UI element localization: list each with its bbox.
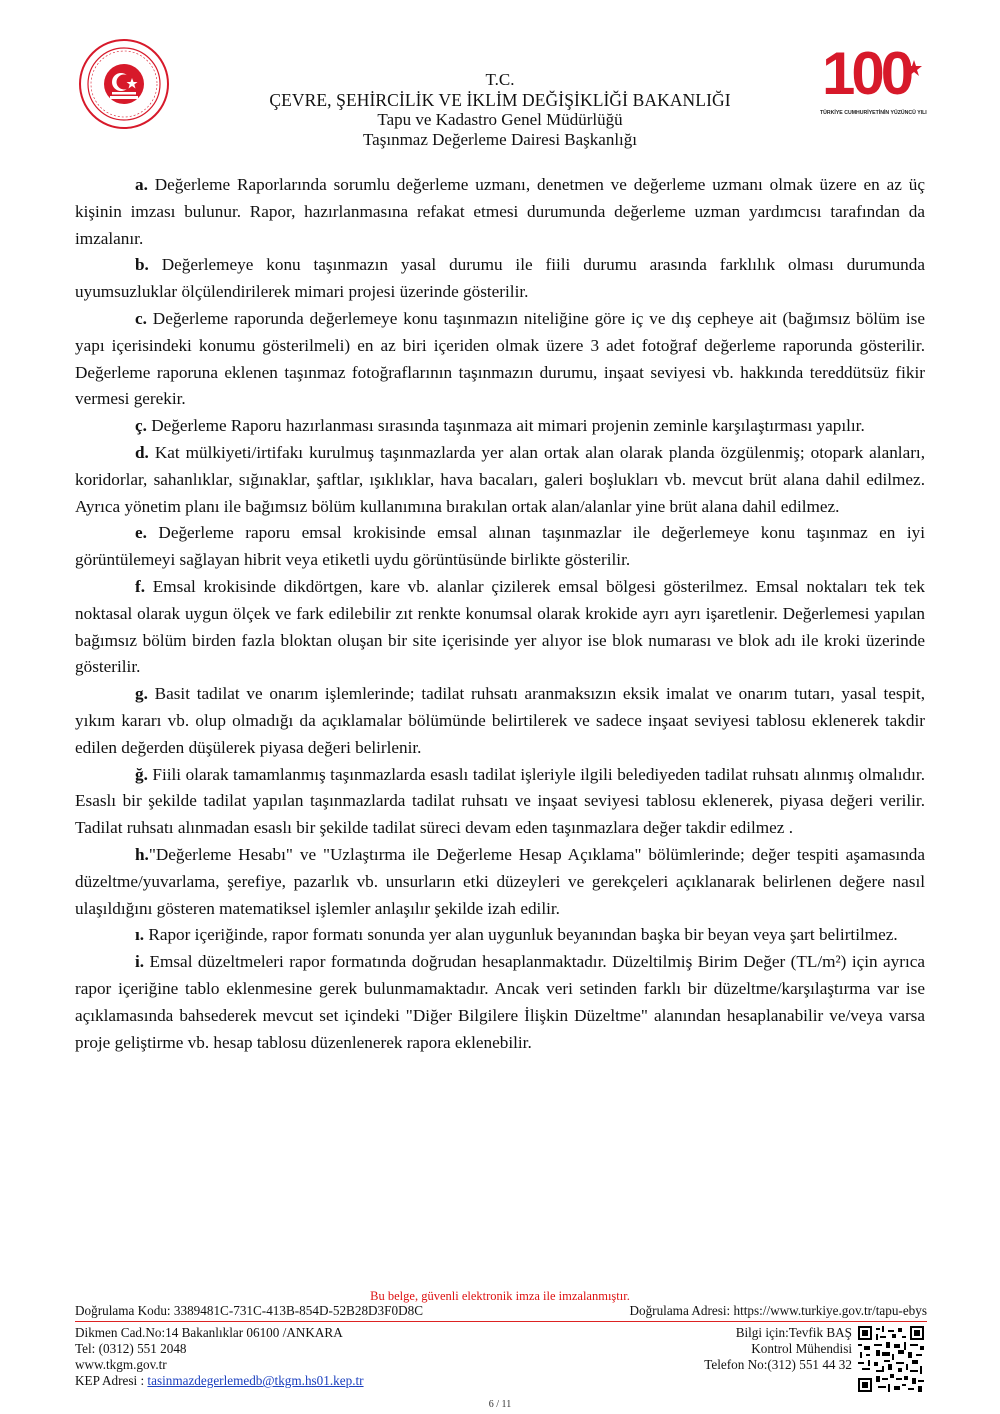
item-marker: i. — [135, 952, 145, 972]
paragraph-text: Emsal krokisinde dikdörtgen, kare vb. alanlar çizilerek emsal bölgesi gösterilmez. Emsal noktaları tek tek noktasal olarak uygun ölçek ve fark edilebilir zıt renkte konumsal olarak krokide ayrı ayrı işaretlenir. Değerlemesi yapılan bağımsız bölüm birden fazla bloktan oluşan bir site içerisinde yer alıyor ise blok numarası ve blok adı ile kroki üzerinde gösterilir. — [75, 576, 925, 677]
centennial-caption: TÜRKİYE CUMHURİYETİNİN YÜZÜNCÜ YILI — [820, 110, 927, 116]
item-marker: h. — [135, 844, 149, 864]
footer-contact — [704, 1325, 852, 1373]
qr-code-icon — [858, 1326, 924, 1392]
item-marker: g. — [135, 684, 148, 704]
header-directorate: Tapu ve Kadastro Genel Müdürlüğü — [377, 110, 623, 129]
kep-label: KEP Adresi : — [75, 1373, 148, 1388]
paragraph-f — [75, 574, 925, 681]
paragraph-text: Değerleme raporunda değerlemeye konu taşınmazın niteliğine göre iç ve dış cepheye ait (bağımsız bölüm ise yapı içerisindeki konumu gösterilmeli) en az biri içeriden olmak üzere 3 adet fotoğraf değerleme raporunda gösterilir. Değerleme raporuna eklenen taşınmaz fotoğraflarının taşınmazın durumu, inşaat seviyesi vb. hakkında tereddütsüz fikir vermesi gerekir. — [75, 308, 925, 409]
paragraph-text: "Değerleme Hesabı" ve "Uzlaştırma ile Değerleme Hesap Açıklama" bölümlerinde; değer tespiti aşamasında düzeltme/yuvarlama, şerefiye, pazarlık vb. unsurların etki düzeyleri ve gerekçeleri açıklanarak belirlenen değere nasıl ulaşıldığını gösteren matematiksel işlemler anlaşılır şekilde izah edilir. — [75, 844, 925, 918]
item-marker: c. — [135, 308, 147, 328]
header-ministry: ÇEVRE, ŞEHİRCİLİK VE İKLİM DEĞİŞİKLİĞİ BAKANLIĞI — [269, 90, 731, 110]
footer-address — [75, 1325, 364, 1389]
paragraph-c — [75, 306, 925, 413]
paragraph-g-breve — [75, 762, 925, 842]
item-marker: ç. — [135, 416, 147, 436]
paragraph-e — [75, 520, 925, 574]
paragraph-text: Değerleme Raporu hazırlanması sırasında taşınmaza ait mimari projenin zeminle karşılaştırması yapılır. — [146, 416, 865, 436]
paragraph-text: Basit tadilat ve onarım işlemlerinde; tadilat ruhsatı aranmaksızın eksik imalat ve onarım tutarı, yasal tespit, yıkım kararı vb. olup olmadığı da açıklamalar bölümünde belirtilerek ve sadece inşaat seviyesi tablosu eklenerek takdir edilen değerden düşülerek piyasa değeri belirlenir. — [75, 684, 925, 757]
paragraph-b — [75, 252, 925, 306]
verification-code: Doğrulama Kodu: 3389481C-731C-413B-854D-52B28D3F0D8C — [75, 1303, 423, 1318]
kep-line — [75, 1373, 364, 1389]
item-marker: e. — [135, 523, 147, 543]
paragraph-text: Rapor içeriğinde, rapor formatı sonunda yer alan uygunluk beyanından başka bir beyan veya şart belirtilmez. — [144, 925, 898, 945]
paragraph-i — [75, 949, 925, 1056]
item-marker: ı. — [135, 925, 145, 945]
item-marker: b. — [135, 255, 149, 275]
centennial-logo — [818, 40, 928, 120]
paragraph-text: Değerlemeye konu taşınmazın yasal durumu ile fiili durumu arasında farklılık olması durumunda uyumsuzluklar ölçülendirilerek mimari projesi üzerinde gösterilir. — [75, 255, 925, 302]
document-body — [75, 172, 925, 1056]
contact-title: Kontrol Mühendisi — [751, 1341, 852, 1356]
document-header — [200, 70, 800, 150]
header-tc: T.C. — [485, 70, 515, 89]
kep-email-link[interactable]: tasinmazdegerlemedb@tkgm.hs01.kep.tr — [147, 1373, 364, 1388]
paragraph-c-cedilla — [75, 413, 925, 440]
paragraph-text: Fiili olarak tamamlanmış taşınmazlarda esaslı tadilat işleriyle ilgili belediyeden tadilat ruhsatı alınmış olmalıdır. Esaslı bir şekilde tadilat yapılan taşınmazlarda tadilat ruhsatı ve inşaat seviyesi tablosu eklenerek, piyasa değeri verilir. Tadilat ruhsatı alınmadan esaslı bir şekilde tadilat süreci devam eden taşınmazlara değer takdir edilmez . — [75, 764, 925, 838]
contact-phone: Telefon No:(312) 551 44 32 — [704, 1357, 852, 1372]
ministry-seal-logo — [78, 38, 170, 130]
esign-notice: Bu belge, güvenli elektronik imza ile imzalanmıştır. — [370, 1289, 630, 1303]
paragraph-h — [75, 842, 925, 922]
paragraph-d — [75, 440, 925, 520]
item-marker: d. — [135, 442, 149, 462]
paragraph-g — [75, 681, 925, 761]
item-marker: f. — [135, 576, 146, 596]
website-line[interactable]: www.tkgm.gov.tr — [75, 1357, 167, 1372]
page-number: 6 / 11 — [488, 1399, 512, 1410]
header-department: Taşınmaz Değerleme Dairesi Başkanlığı — [362, 130, 638, 149]
address-line: Dikmen Cad.No:14 Bakanlıklar 06100 /ANKARA — [75, 1325, 343, 1340]
centennial-number: 100 — [822, 40, 911, 107]
verification-row — [75, 1303, 927, 1319]
footer-divider — [75, 1321, 927, 1322]
verification-address: Doğrulama Adresi: https://www.turkiye.gov.tr/tapu-ebys — [629, 1303, 927, 1318]
contact-person: Bilgi için:Tevfik BAŞ — [735, 1325, 852, 1340]
paragraph-text: Değerleme raporu emsal krokisinde emsal alınan taşınmazlar ile değerlemeye konu taşınmaz en iyi görüntülemeyi sağlayan hibrit veya etiketli uydu görüntüsünde birlikte gösterilir. — [75, 523, 925, 570]
phone-line: Tel: (0312) 551 2048 — [75, 1341, 187, 1356]
item-marker: ğ. — [135, 764, 148, 784]
paragraph-dotless-i — [75, 922, 925, 949]
centennial-emblem-icon — [818, 40, 928, 120]
item-marker: a. — [135, 175, 148, 194]
paragraph-text: Emsal düzeltmeleri rapor formatında doğrudan hesaplanmaktadır. Düzeltilmiş Birim Değer (TL/m²) için ayrıca rapor içeriğine tablo eklenmesine gerek bulunmamaktadır. Ancak veri setinden farklı bir düzeltme/karşılaştırma var ise açıklamasında bahsederek mevcut set içindeki "Diğer Bilgilere İlişkin Düzeltme" alanından hesaplanabilir ve/veya varsa proje geliştirme vb. hesap tablosu düzenlenerek rapora eklenebilir. — [75, 952, 925, 1052]
paragraph-text: Değerleme Raporlarında sorumlu değerleme uzmanı, denetmen ve değerleme uzmanı olmak üzere en az üç kişinin imzası bulunur. Rapor, hazırlanmasına refakat etmesi durumunda değerleme uzman yardımcısı tarafından da imzalanır. — [75, 175, 925, 248]
paragraph-a — [75, 172, 925, 252]
paragraph-text: Kat mülkiyeti/irtifakı kurulmuş taşınmazlarda yer alan ortak alan olarak planda özgülenmiş; otopark alanları, koridorlar, sahanlıklar, sığınaklar, şaftlar, ışıklıklar, hava bacaları, galeri boşlukları vb. mevcut brüt alana dahil edilmez. Ayrıca yönetim planı ile bağımsız bölüm kullanımına bırakılan ortak alan/alanlar yine brüt alana dahil edilmez. — [75, 442, 925, 516]
